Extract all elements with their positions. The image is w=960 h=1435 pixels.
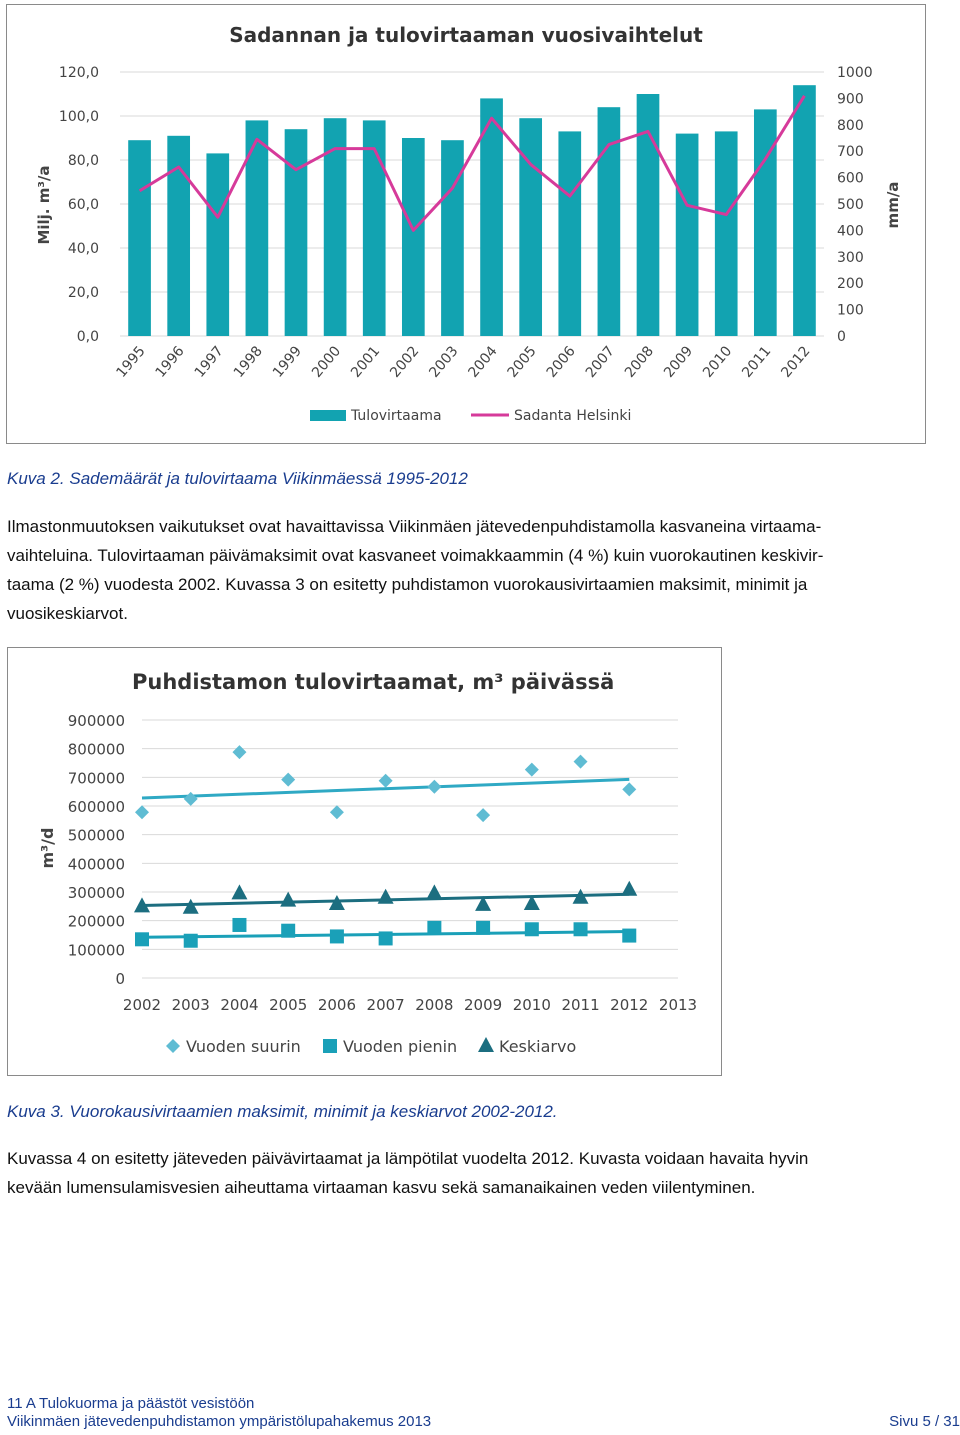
x-tick-label: 1997 xyxy=(191,343,227,381)
point-keskiarvo xyxy=(378,889,394,904)
y2-tick-label: 300 xyxy=(837,249,864,266)
y-axis-label: Milj. m³/a xyxy=(35,165,53,245)
footer-page-number: Sivu 5 / 31 xyxy=(889,1413,960,1430)
chart-daily-flows xyxy=(7,647,722,1076)
bar-tulovirtaama xyxy=(324,118,347,336)
y-tick-label: 100,0 xyxy=(58,109,99,125)
x-tick-label: 2006 xyxy=(317,996,357,1014)
chart-rainfall-inflow-svg xyxy=(7,5,925,443)
chart-daily-flows-svg xyxy=(8,648,721,1075)
bar-tulovirtaama xyxy=(715,131,738,336)
x-tick-label: 2012 xyxy=(610,996,649,1014)
paragraph-1-line: vaihteluina. Tulovirtaaman päivämaksimit ovat kasvaneet voimakkaammin (4 %) kuin vuorokautinen keskivir- xyxy=(7,546,824,565)
x-tick-label: 1995 xyxy=(113,343,149,381)
point-keskiarvo xyxy=(280,892,296,907)
footer-section-title: 11 A Tulokuorma ja päästöt vesistöön xyxy=(7,1395,255,1412)
y-tick-label: 120,0 xyxy=(58,65,99,81)
x-tick-label: 2002 xyxy=(387,343,423,381)
chart-title: Sadannan ja tulovirtaaman vuosivaihtelut xyxy=(229,23,703,47)
y2-tick-label: 500 xyxy=(837,197,864,213)
y-tick-label: 80,0 xyxy=(67,153,99,169)
y-tick-label: 0,0 xyxy=(76,329,99,345)
chart-rainfall-inflow xyxy=(6,4,926,444)
x-tick-label: 1998 xyxy=(230,343,266,381)
point-vuoden-suurin xyxy=(135,805,149,819)
legend-label-vuoden-suurin: Vuoden suurin xyxy=(186,1037,301,1056)
y2-tick-label: 600 xyxy=(837,170,864,187)
bar-tulovirtaama xyxy=(206,153,229,336)
caption-figure-3: Kuva 3. Vuorokausivirtaamien maksimit, minimit ja keskiarvot 2002-2012. xyxy=(7,1102,558,1121)
y2-tick-label: 1000 xyxy=(837,65,873,81)
legend-marker-vuoden-suurin xyxy=(166,1039,180,1053)
y-axis-label: m³/d xyxy=(38,827,57,869)
point-vuoden-pienin xyxy=(379,931,393,945)
x-tick-label: 1999 xyxy=(269,343,306,381)
y2-tick-label: 0 xyxy=(837,329,846,345)
point-vuoden-suurin xyxy=(476,808,490,822)
bar-tulovirtaama xyxy=(285,129,308,336)
point-vuoden-pienin xyxy=(427,921,441,935)
y-tick-label: 900000 xyxy=(67,712,125,730)
paragraph-2 xyxy=(7,1144,952,1202)
legend-marker-vuoden-pienin xyxy=(323,1039,337,1053)
x-tick-label: 2000 xyxy=(309,343,345,381)
y2-tick-label: 900 xyxy=(837,91,864,108)
point-keskiarvo xyxy=(621,881,637,896)
point-vuoden-pienin xyxy=(622,929,636,943)
x-tick-label: 2013 xyxy=(658,996,698,1014)
footer-document-title: Viikinmäen jätevedenpuhdistamon ympäristölupahakemus 2013 xyxy=(7,1413,432,1430)
x-tick-label: 2003 xyxy=(171,996,210,1014)
caption-figure-2: Kuva 2. Sademäärät ja tulovirtaama Viikinmäessä 1995-2012 xyxy=(7,469,468,488)
point-vuoden-suurin xyxy=(574,755,588,769)
x-tick-label: 2011 xyxy=(561,996,600,1014)
x-tick-label: 2004 xyxy=(465,343,501,381)
y2-tick-label: 800 xyxy=(837,117,864,134)
point-vuoden-suurin xyxy=(184,792,198,806)
legend-label-tulovirtaama: Tulovirtaama xyxy=(351,408,442,424)
point-vuoden-suurin xyxy=(427,780,441,794)
paragraph-1-line: taama (2 %) vuodesta 2002. Kuvassa 3 on esitetty puhdistamon vuorokausivirtaamien maksimit, minimit ja xyxy=(7,575,808,594)
y-tick-label: 500000 xyxy=(67,826,125,845)
point-vuoden-suurin xyxy=(379,774,393,788)
x-tick-label: 2002 xyxy=(122,996,162,1014)
x-tick-label: 2009 xyxy=(463,996,503,1014)
x-tick-label: 2001 xyxy=(348,343,384,381)
x-tick-label: 2003 xyxy=(426,343,462,381)
y-tick-label: 600000 xyxy=(67,798,125,816)
y-tick-label: 800000 xyxy=(67,740,125,759)
x-tick-label: 2010 xyxy=(700,343,736,381)
legend-marker-keskiarvo xyxy=(478,1037,494,1052)
y-tick-label: 700000 xyxy=(67,769,125,788)
point-vuoden-pienin xyxy=(135,932,149,946)
chart-title: Puhdistamon tulovirtaamat, m³ päivässä xyxy=(132,670,615,694)
x-tick-label: 2012 xyxy=(778,343,814,381)
bar-tulovirtaama xyxy=(676,134,699,336)
bar-tulovirtaama xyxy=(519,118,542,336)
x-tick-label: 2011 xyxy=(739,343,775,381)
y2-tick-label: 700 xyxy=(837,144,864,161)
paragraph-1 xyxy=(7,512,952,628)
point-vuoden-suurin xyxy=(232,745,246,759)
legend-label-sadanta: Sadanta Helsinki xyxy=(514,408,632,424)
paragraph-1-line: vuosikeskiarvot. xyxy=(7,604,128,623)
y-tick-label: 20,0 xyxy=(67,285,99,301)
x-tick-label: 2008 xyxy=(621,343,658,381)
bar-tulovirtaama xyxy=(793,85,816,336)
x-tick-label: 2008 xyxy=(415,996,454,1014)
point-vuoden-pienin xyxy=(281,924,295,938)
point-vuoden-pienin xyxy=(476,921,490,935)
y-tick-label: 60,0 xyxy=(67,197,99,213)
y2-tick-label: 400 xyxy=(837,223,864,240)
y2-tick-label: 100 xyxy=(837,302,864,319)
legend-label-vuoden-pienin: Vuoden pienin xyxy=(343,1037,458,1056)
point-vuoden-suurin xyxy=(622,782,636,796)
x-tick-label: 2004 xyxy=(220,996,259,1014)
x-tick-label: 2005 xyxy=(269,996,308,1014)
point-vuoden-pienin xyxy=(525,922,539,936)
x-tick-label: 2010 xyxy=(512,996,551,1014)
paragraph-1-line: Ilmastonmuutoksen vaikutukset ovat havaittavissa Viikinmäen jätevedenpuhdistamolla kasvaneina virtaama- xyxy=(7,517,822,536)
legend-swatch-tulovirtaama xyxy=(310,410,346,421)
y-tick-label: 0 xyxy=(115,970,125,988)
bar-tulovirtaama xyxy=(128,140,151,336)
y-tick-label: 40,0 xyxy=(67,241,99,257)
paragraph-2-line: Kuvassa 4 on esitetty jäteveden päivävirtaamat ja lämpötilat vuodelta 2012. Kuvasta voidaan havaita hyvin xyxy=(7,1149,809,1168)
bar-tulovirtaama xyxy=(441,140,464,336)
y2-tick-label: 200 xyxy=(837,276,864,293)
point-vuoden-pienin xyxy=(184,934,198,948)
point-keskiarvo xyxy=(183,899,199,914)
point-vuoden-suurin xyxy=(281,773,295,787)
x-tick-label: 2007 xyxy=(366,996,405,1014)
point-vuoden-pienin xyxy=(330,929,344,943)
point-vuoden-suurin xyxy=(330,805,344,819)
point-vuoden-suurin xyxy=(525,763,539,777)
x-tick-label: 2009 xyxy=(661,343,697,381)
y-tick-label: 400000 xyxy=(67,855,125,874)
y-tick-label: 100000 xyxy=(67,941,125,960)
point-vuoden-pienin xyxy=(574,922,588,936)
y-tick-label: 300000 xyxy=(67,884,125,902)
bar-tulovirtaama xyxy=(402,138,425,336)
y-tick-label: 200000 xyxy=(67,912,125,931)
point-vuoden-pienin xyxy=(232,918,246,932)
x-tick-label: 2007 xyxy=(582,343,618,381)
legend-label-keskiarvo: Keskiarvo xyxy=(499,1037,577,1056)
bar-tulovirtaama xyxy=(558,131,581,336)
x-tick-label: 2006 xyxy=(543,343,579,381)
y2-axis-label: mm/a xyxy=(884,181,902,229)
paragraph-2-line: kevään lumensulamisvesien aiheuttama virtaaman kasvu sekä samanaikainen veden viilentyminen. xyxy=(7,1178,756,1197)
x-tick-label: 2005 xyxy=(504,343,540,381)
x-tick-label: 1996 xyxy=(152,343,188,381)
bar-tulovirtaama xyxy=(363,120,386,336)
